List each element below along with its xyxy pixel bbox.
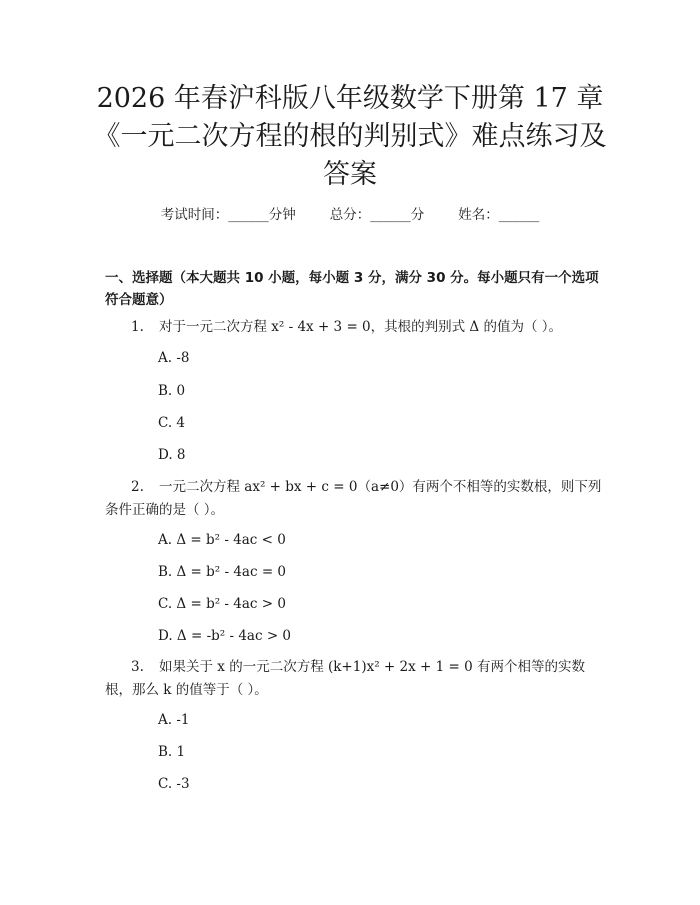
question-2-option-a: A. Δ = b² - 4ac < 0 xyxy=(158,532,286,548)
document-title xyxy=(80,80,620,194)
question-text: 一元二次方程 ax² + bx + c = 0（a≠0）有两个不相等的实数根，则下列条件正确的是（ ）。 xyxy=(105,479,602,518)
question-1-option-a: A. -8 xyxy=(158,350,190,366)
title-line-1: 2026 年春沪科版八年级数学下册第 17 章 xyxy=(96,83,604,114)
question-number: 3. xyxy=(131,659,144,675)
question-2 xyxy=(105,476,605,522)
question-3 xyxy=(105,656,605,702)
question-1-option-b: B. 0 xyxy=(158,383,186,399)
question-2-option-c: C. Δ = b² - 4ac > 0 xyxy=(158,596,286,612)
title-line-3: 答案 xyxy=(323,159,377,190)
question-3-option-a: A. -1 xyxy=(158,712,190,728)
question-3-option-b: B. 1 xyxy=(158,744,186,760)
exam-info-line xyxy=(0,205,700,225)
exam-time-field: 考试时间：______分钟 xyxy=(160,207,296,223)
section-heading: 一、选择题（本大题共 10 小题，每小题 3 分，满分 30 分。每小题只有一个选项符合题意） xyxy=(105,270,599,308)
question-1 xyxy=(105,316,605,339)
question-2-option-b: B. Δ = b² - 4ac = 0 xyxy=(158,564,287,580)
question-1-option-c: C. 4 xyxy=(158,415,186,431)
question-1-option-d: D. 8 xyxy=(158,447,186,463)
question-text: 如果关于 x 的一元二次方程 (k+1)x² + 2x + 1 = 0 有两个相等的实数根，那么 k 的值等于（ ）。 xyxy=(105,659,585,698)
question-2-option-d: D. Δ = -b² - 4ac > 0 xyxy=(158,628,292,644)
total-score-field: 总分：______分 xyxy=(329,207,425,223)
question-text: 对于一元二次方程 x² - 4x + 3 = 0，其根的判别式 Δ 的值为（ ）。 xyxy=(159,319,563,335)
question-number: 2. xyxy=(131,479,144,495)
student-name-field: 姓名：______ xyxy=(458,207,540,223)
question-number: 1. xyxy=(131,319,144,335)
question-3-option-c: C. -3 xyxy=(158,776,190,792)
title-line-2: 《一元二次方程的根的判别式》难点练习及 xyxy=(93,121,607,152)
